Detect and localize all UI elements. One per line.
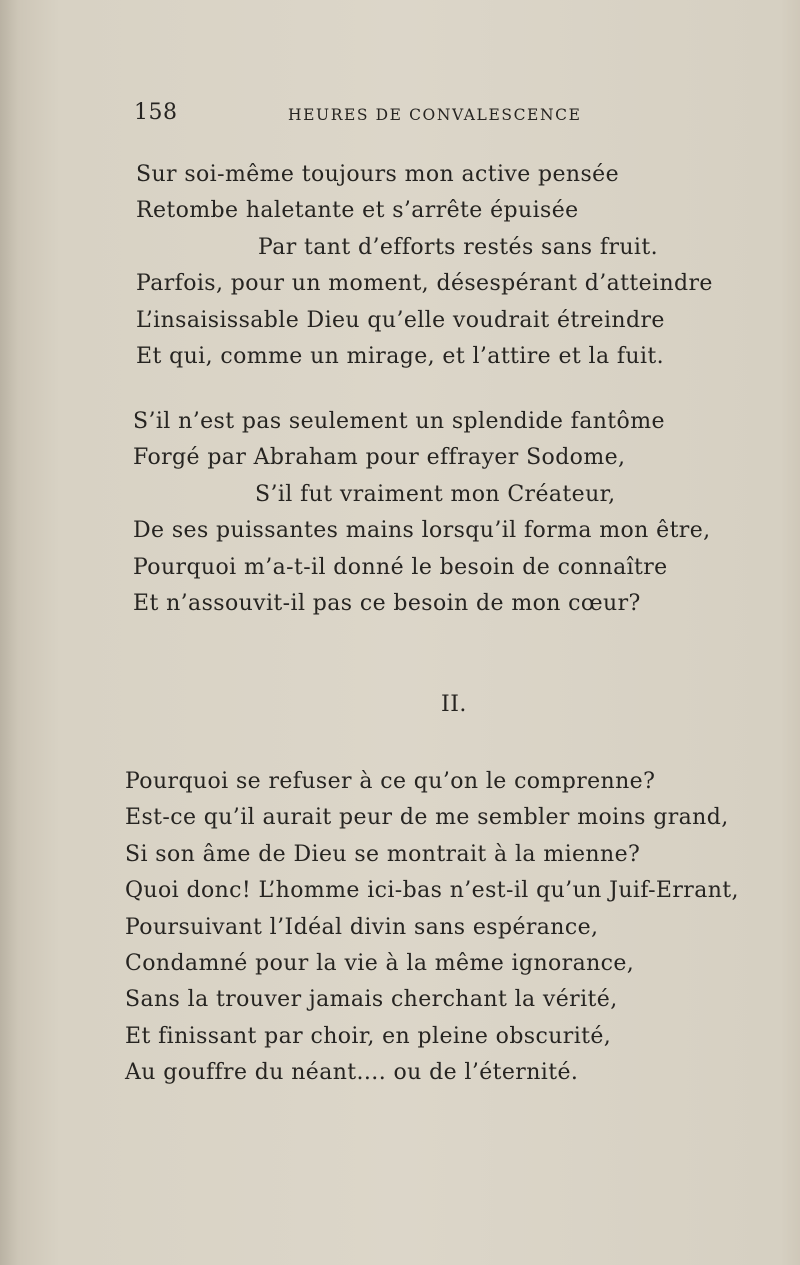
- verse-line: Si son âme de Dieu se montrait à la mienne?: [125, 841, 641, 867]
- verse-line: Et qui, comme un mirage, et l’attire et la fuit.: [136, 343, 665, 369]
- verse-line: Et finissant par choir, en pleine obscurité,: [125, 1023, 612, 1049]
- verse-line: Parfois, pour un moment, désespérant d’atteindre: [136, 271, 713, 297]
- verse-line-indented: S’il fut vraiment mon Créateur,: [255, 481, 616, 507]
- stanza-1: [136, 157, 713, 375]
- verse-line: De ses puissantes mains lorsqu’il forma mon être,: [133, 518, 711, 544]
- verse-line: L’insaisissable Dieu qu’elle voudrait étreindre: [136, 307, 665, 333]
- verse-line: Et n’assouvit-il pas ce besoin de mon cœur?: [133, 590, 641, 616]
- verse-line: S’il n’est pas seulement un splendide fantôme: [133, 409, 665, 434]
- verse-line: Condamné pour la vie à la même ignorance,: [125, 950, 635, 976]
- section-number: II.: [441, 692, 467, 717]
- verse-line: Retombe haletante et s’arrête épuisée: [136, 198, 579, 224]
- verse-line: Pourquoi m’a-t-il donné le besoin de connaître: [133, 554, 668, 580]
- verse-line: Sur soi-même toujours mon active pensée: [136, 162, 620, 187]
- page-number: 158: [134, 100, 178, 125]
- verse-line: Quoi donc! L’homme ici-bas n’est-il qu’un Juif-Errant,: [125, 878, 739, 904]
- verse-line: Poursuivant l’Idéal divin sans espérance,: [125, 914, 599, 940]
- stanza-section-ii: [125, 764, 739, 1092]
- page-header: [134, 100, 584, 134]
- verse-line: Pourquoi se refuser à ce qu’on le comprenne?: [125, 769, 656, 794]
- verse-line: Sans la trouver jamais cherchant la vérité,: [125, 987, 618, 1013]
- verse-line: Est-ce qu’il aurait peur de me sembler moins grand,: [125, 805, 729, 831]
- stanza-2: [133, 404, 711, 622]
- verse-line: Au gouffre du néant.... ou de l’éternité.: [125, 1060, 579, 1086]
- running-title: HEURES DE CONVALESCENCE: [288, 106, 582, 124]
- verse-line-indented: Par tant d’efforts restés sans fruit.: [258, 234, 658, 260]
- verse-line: Forgé par Abraham pour effrayer Sodome,: [133, 445, 626, 471]
